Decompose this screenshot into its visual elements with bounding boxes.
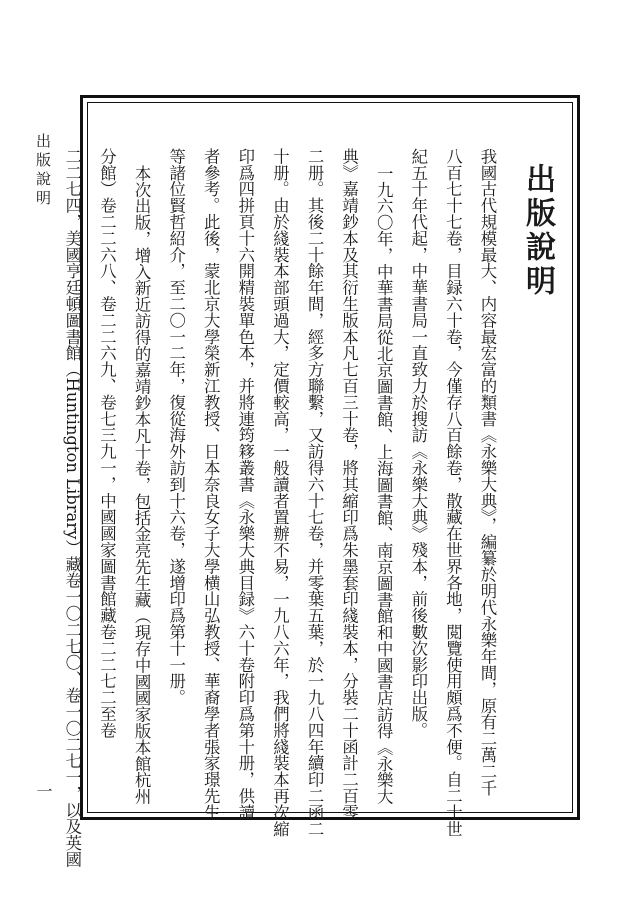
page-frame-inner <box>62 102 573 868</box>
text-line: 我國古代規模最大、内容最宏富的類書《永樂大典》，編纂於明代永樂年間，原有二萬二千 <box>478 148 497 796</box>
text-line: 二册。其後二十餘年間，經多方聯繫，又訪得六十七卷，并零葉五葉，於一九八四年續印二函二 <box>305 148 325 837</box>
text-line: 十册。由於綫裝本部頭過大，定價較高，一般讀者置辦不易，一九八六年，我們將綫裝本再次縮 <box>270 148 290 837</box>
text-line: 分館）卷二二六八、卷二二六九、卷七三九一，中國國家圖書館藏卷二二七二至卷 <box>97 148 117 739</box>
text-line: 印爲四拼頁十六開精裝單色本，并將連筠簃叢書《永樂大典目録》六十卷附印爲第十册，供讀 <box>235 148 255 821</box>
text-line: 紀五十年代起，中華書局一直致力於搜訪《永樂大典》殘本，前後數次影印出版。 <box>408 148 428 739</box>
page-number: 一 <box>34 783 53 799</box>
page-frame <box>62 95 580 868</box>
body-text <box>62 148 504 868</box>
text-line: 八百七十七卷，目録六十卷，今僅存八百餘卷，散藏在世界各地，閲覽使用頗爲不便。自二十世 <box>443 148 463 837</box>
text-line: 者參考。此後，蒙北京大學榮新江教授、日本奈良女子大學横山弘教授、華裔學者張家璟先生 <box>201 148 221 821</box>
running-header: 出版說明 <box>34 133 52 209</box>
text-line: 二二七四，美國亨廷頓圖書館（Huntington Library）藏卷一〇二七〇、卷一〇二七一，以及英國 <box>62 148 82 868</box>
text-line: 典》嘉靖鈔本及其衍生版本凡七百三十卷，將其縮印爲朱墨套印綫裝本，分裝二十函計二百零 <box>339 148 359 821</box>
text-line: 等諸位賢哲紹介，至二〇一二年，復從海外訪到十六卷，遂增印爲第十一册。 <box>166 148 186 706</box>
text-line: 一九六〇年，中華書局從北京圖書館、上海圖書館、南京圖書館和中國書店訪得《永樂大 <box>374 165 394 805</box>
page-title: 出版說明 <box>520 163 555 299</box>
text-line: 本次出版，增入新近訪得的嘉靖鈔本凡十卷，包括金亮先生藏（現存中國國家版本館杭州 <box>132 165 152 805</box>
